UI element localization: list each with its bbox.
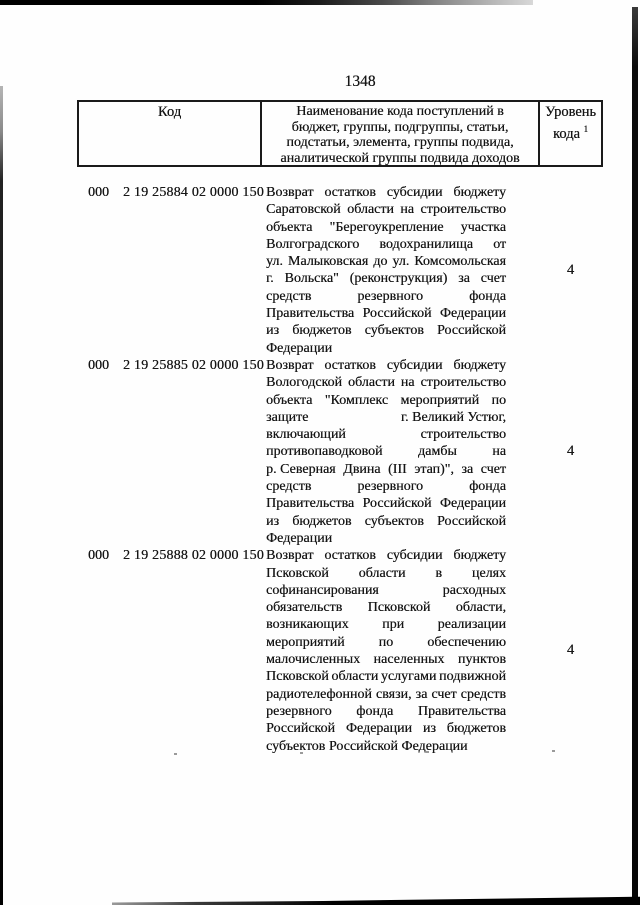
word: счет: [480, 461, 506, 477]
name-line: [266, 270, 506, 287]
word: Псковской: [266, 669, 329, 685]
name-line: [266, 738, 506, 755]
table-row: [77, 357, 603, 547]
word: г.: [266, 271, 274, 287]
word: защите: [266, 409, 309, 425]
page-number: 1348: [344, 73, 376, 90]
name-line: [266, 720, 506, 737]
name-line: [266, 668, 506, 685]
word: субсидии: [386, 357, 443, 373]
name-line: [266, 374, 506, 391]
word: строительство: [420, 375, 506, 391]
name-line: [266, 634, 506, 651]
word: из: [266, 323, 280, 339]
name-line: [266, 253, 506, 270]
word: Российской: [328, 738, 398, 754]
name-line: [266, 547, 506, 564]
word: "Берегоукрепление: [329, 219, 444, 235]
word: субсидии: [386, 548, 443, 564]
word: ул.: [392, 254, 410, 270]
name-cell: [266, 184, 506, 357]
name-line: [266, 686, 506, 703]
word: обязательств: [266, 600, 343, 616]
word: средств: [266, 479, 312, 495]
word: участка: [460, 219, 506, 235]
word: связи,: [375, 686, 412, 702]
scan-edge-right: [632, 7, 638, 905]
name-cell: [266, 357, 506, 547]
header-cell-level: [540, 102, 601, 165]
name-line: [266, 443, 506, 460]
word: Федерации: [439, 306, 506, 322]
word: Федерации: [266, 530, 333, 546]
name-line: [266, 461, 506, 478]
word: из: [266, 513, 280, 529]
word: по: [491, 392, 506, 408]
word: строительство: [420, 202, 506, 218]
word: софинансирования: [266, 582, 379, 598]
word: бюджетов: [292, 513, 352, 529]
level-cell: [538, 184, 603, 357]
word: в: [435, 565, 442, 581]
word: Российской: [362, 306, 432, 322]
word: фонда: [356, 703, 394, 719]
code-prefix: 000: [88, 185, 109, 200]
word: Российской: [266, 721, 335, 737]
word: субсидии: [386, 185, 443, 200]
level-value: 4: [566, 261, 575, 278]
name-line: [266, 409, 506, 426]
word: водохранилища: [379, 236, 473, 252]
word: области,: [455, 600, 506, 616]
word: Двина: [343, 461, 381, 477]
word: на: [400, 202, 415, 218]
word: населенных: [373, 652, 445, 668]
word: субъектов: [266, 738, 326, 754]
word: на: [400, 375, 415, 391]
word: по: [378, 634, 394, 650]
name-cell: [266, 547, 506, 755]
word: этап)",: [414, 461, 454, 477]
word: Возврат: [266, 548, 314, 564]
scan-edge-left: [0, 86, 3, 905]
name-line: [266, 201, 506, 218]
word: счет: [431, 686, 457, 702]
name-line: [266, 703, 506, 720]
word: объекта: [266, 392, 313, 408]
word: Федерации: [439, 496, 506, 512]
word: за: [458, 271, 470, 287]
word: фонда: [469, 479, 506, 495]
header-name-line: аналитической группы подвида доходов: [280, 150, 520, 166]
name-line: [266, 495, 506, 512]
word: р. Северная: [266, 461, 336, 477]
word: г. Великий Устюг,: [400, 409, 506, 425]
word: расходных: [442, 582, 506, 598]
word: из: [422, 721, 436, 737]
word: обеспечению: [427, 634, 506, 650]
name-line: [266, 184, 506, 201]
word: возникающих: [266, 617, 349, 633]
table-body: [77, 184, 603, 755]
header-level-line: Уровень: [544, 104, 597, 120]
table-header: [77, 100, 603, 167]
word: остатков: [324, 185, 376, 200]
word: бюджету: [453, 185, 506, 200]
word: мероприятий: [266, 634, 345, 650]
word: на: [492, 444, 506, 460]
header-cell-code: Код: [157, 104, 182, 120]
name-line: [266, 599, 506, 616]
header-name-line: Наименование кода поступлений в: [296, 104, 504, 119]
word: области: [358, 565, 406, 581]
word: резервного: [357, 479, 424, 495]
name-line: [266, 305, 506, 322]
header-level-line: кода $^1$: [552, 123, 589, 142]
word: "Комплекс: [324, 392, 389, 408]
word: за: [415, 686, 428, 702]
word: резервного: [357, 288, 424, 304]
name-line: [266, 651, 506, 668]
scan-edge-bottom: [112, 896, 640, 905]
word: субъектов: [364, 323, 424, 339]
word: услугами: [380, 669, 437, 685]
word: включающий: [266, 427, 346, 443]
word: бюджетов: [292, 323, 352, 339]
word: резервного: [266, 703, 332, 719]
word: строительство: [420, 427, 506, 443]
word: бюджетов: [446, 721, 506, 737]
level-value: 4: [566, 443, 575, 460]
word: Российской: [436, 513, 506, 529]
name-line: [266, 288, 506, 305]
word: Российской: [362, 496, 432, 512]
name-line: [266, 236, 506, 253]
level-cell: [538, 547, 603, 755]
header-cell-name: [260, 102, 540, 165]
word: Федерации: [266, 340, 333, 356]
name-line: [266, 565, 506, 582]
word: ул.: [266, 254, 283, 270]
word: подвижной: [439, 669, 506, 685]
word: Возврат: [266, 185, 314, 200]
word: Саратовской: [266, 202, 341, 218]
word: бюджету: [453, 357, 506, 373]
word: Псковской: [367, 600, 431, 616]
name-line: [266, 478, 506, 495]
word: Малыковская: [287, 254, 369, 270]
word: остатков: [324, 548, 376, 564]
code-value: 2 19 25884 02 0000 150: [123, 185, 264, 200]
word: средств: [266, 288, 312, 304]
word: Правительства: [417, 703, 506, 719]
word: Возврат: [266, 357, 314, 373]
word: области: [348, 375, 395, 391]
word: фонда: [469, 288, 506, 304]
word: Вольска": [284, 271, 339, 287]
level-value: 4: [566, 642, 575, 659]
word: мероприятий: [400, 392, 480, 408]
word: остатков: [324, 357, 376, 373]
word: Псковской: [266, 565, 329, 581]
name-line: [266, 426, 506, 443]
word: пунктов: [457, 652, 506, 668]
word: дамбы: [418, 444, 457, 460]
word: от: [493, 236, 506, 252]
word: (реконструкция): [349, 271, 448, 287]
word: Правительства: [266, 306, 355, 322]
name-line: [266, 322, 506, 339]
word: противопаводковой: [266, 444, 383, 460]
word: целях: [471, 565, 506, 581]
word: (III: [388, 461, 407, 477]
word: реализации: [437, 617, 506, 633]
word: Правительства: [266, 496, 355, 512]
name-line: [266, 392, 506, 409]
word: Комсомольская: [414, 254, 506, 270]
word: Российской: [436, 323, 506, 339]
word: Федерации: [345, 721, 412, 737]
word: средств: [460, 686, 506, 702]
code-prefix: 000: [88, 357, 109, 373]
word: за: [461, 461, 474, 477]
name-line: [266, 219, 506, 236]
word: области: [331, 669, 379, 685]
word: Вологодской: [266, 375, 343, 391]
table-row: [77, 547, 603, 755]
word: при: [382, 617, 405, 633]
word: Федерации: [401, 738, 468, 754]
word: до: [373, 254, 388, 270]
name-line: [266, 340, 506, 357]
word: субъектов: [364, 513, 424, 529]
code-value: 2 19 25885 02 0000 150: [123, 357, 264, 373]
header-name-line: подстатьи, элемента, группы подвида,: [286, 135, 514, 151]
name-line: [266, 513, 506, 530]
scan-edge-top: [0, 0, 533, 5]
word: Волгоградского: [266, 236, 360, 252]
word: области: [347, 202, 394, 218]
level-cell: [538, 357, 603, 547]
code-prefix: 000: [88, 548, 109, 564]
name-line: [266, 616, 506, 633]
word: счет: [480, 271, 506, 287]
header-name-line: бюджет, группы, подгруппы, статьи,: [291, 119, 509, 135]
word: бюджету: [453, 548, 506, 564]
name-line: [266, 530, 506, 547]
footnote-marker: 1: [583, 123, 589, 134]
word: радиотелефонной: [266, 686, 372, 702]
code-value: 2 19 25888 02 0000 150: [123, 548, 264, 564]
name-line: [266, 357, 506, 374]
word: объекта: [266, 219, 313, 235]
table-row: [77, 184, 603, 357]
word: малочисленных: [266, 652, 361, 668]
name-line: [266, 582, 506, 599]
